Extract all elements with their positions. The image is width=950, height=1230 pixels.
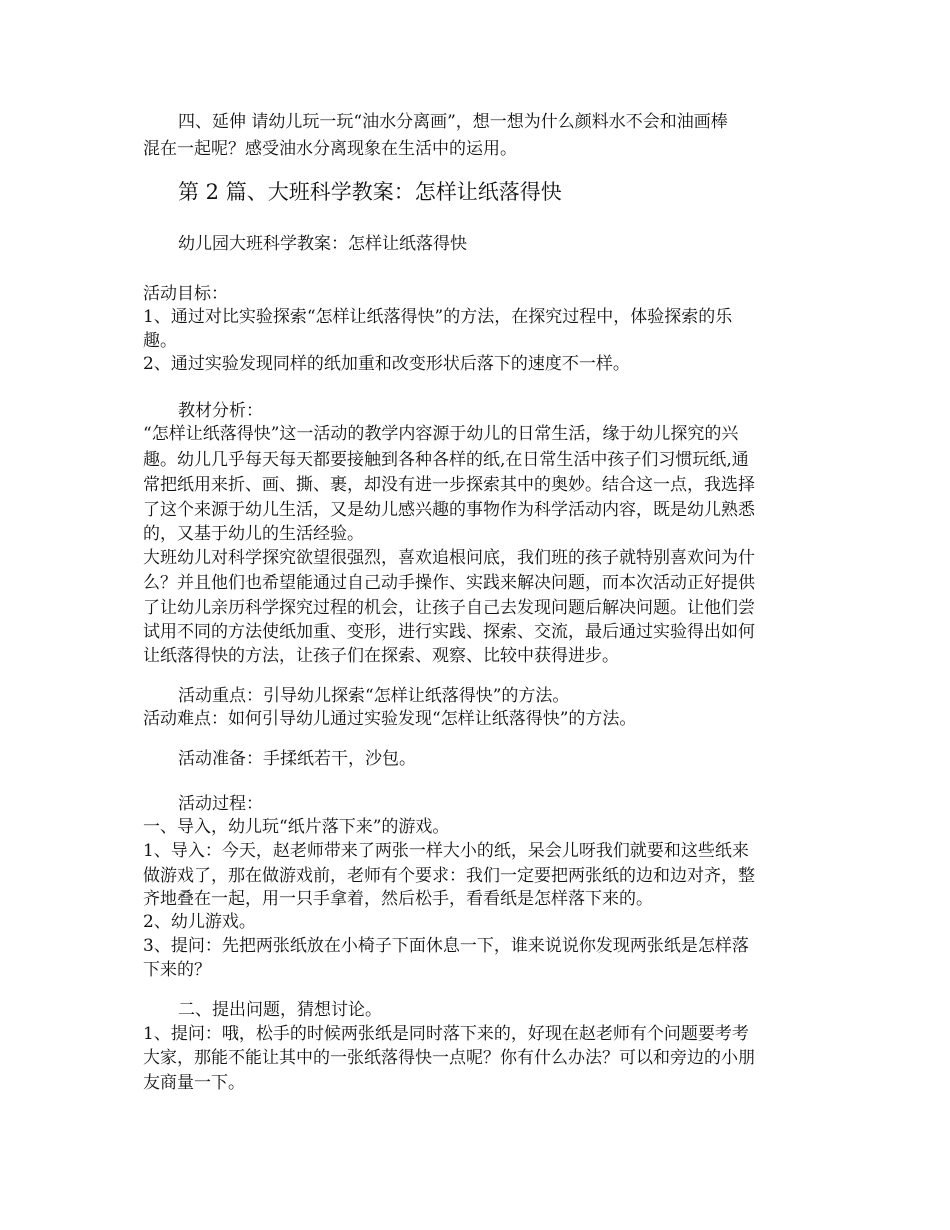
analysis-p1-line4: 了这个来源于幼儿生活，又是幼儿感兴趣的事物作为科学活动内容，既是幼儿熟悉 bbox=[143, 500, 755, 520]
preparation: 活动准备：手揉纸若干，沙包。 bbox=[178, 749, 416, 769]
step-1-3-line1: 3、提问：先把两张纸放在小椅子下面休息一下，谁来说说你发现两张纸是怎样落 bbox=[143, 936, 749, 956]
step-2-1-line2: 大家，那能不能让其中的一张纸落得快一点呢？你有什么办法？可以和旁边的小朋 bbox=[143, 1048, 755, 1068]
analysis-p1-line1: “怎样让纸落得快”这一活动的教学内容源于幼儿的日常生活，缘于幼儿探究的兴 bbox=[143, 424, 739, 444]
step-1-heading: 一、导入，幼儿玩“纸片落下来”的游戏。 bbox=[143, 817, 450, 837]
goal-1-line2: 趣。 bbox=[143, 331, 177, 351]
step-1-3-line2: 下来的？ bbox=[143, 960, 211, 980]
document-subtitle: 幼儿园大班科学教案：怎样让纸落得快 bbox=[178, 234, 467, 254]
analysis-p1-line5: 的，又基于幼儿的生活经验。 bbox=[143, 524, 364, 544]
step-2-heading: 二、提出问题，猜想讨论。 bbox=[178, 1000, 382, 1020]
step-1-1-line2: 做游戏了，那在做游戏前，老师有个要求：我们一定要把两张纸的边和边对齐，整 bbox=[143, 866, 755, 886]
goals-heading: 活动目标： bbox=[143, 284, 228, 304]
analysis-p2-line1: 大班幼儿对科学探究欲望很强烈，喜欢追根问底，我们班的孩子就特别喜欢问为什 bbox=[143, 548, 755, 568]
analysis-p2-line4: 试用不同的方法使纸加重、变形，进行实践、探索、交流，最后通过实验得出如何 bbox=[143, 622, 755, 642]
chapter-title: 第 2 篇、大班科学教案：怎样让纸落得快 bbox=[178, 180, 562, 204]
step-2-1-line1: 1、提问：哦，松手的时候两张纸是同时落下来的，好现在赵老师有个问题要考考 bbox=[143, 1024, 749, 1044]
section4-text-line1: 四、延伸 请幼儿玩一玩“油水分离画”，想一想为什么颜料水不会和油画棒 bbox=[178, 112, 728, 132]
analysis-p2-line5: 让纸落得快的方法，让孩子们在探索、观察、比较中获得进步。 bbox=[143, 646, 619, 666]
analysis-p1-line2: 趣。幼儿几乎每天每天都要接触到各种各样的纸,在日常生活中孩子们习惯玩纸,通 bbox=[143, 450, 749, 470]
goal-2: 2、通过实验发现同样的纸加重和改变形状后落下的速度不一样。 bbox=[143, 354, 630, 374]
process-heading: 活动过程： bbox=[178, 794, 263, 814]
section4-text-line2: 混在一起呢？感受油水分离现象在生活中的运用。 bbox=[143, 139, 517, 159]
difficulty: 活动难点：如何引导幼儿通过实验发现“怎样让纸落得快”的方法。 bbox=[143, 709, 637, 729]
step-1-1-line3: 齐地叠在一起，用一只手拿着，然后松手，看看纸是怎样落下来的。 bbox=[143, 889, 653, 909]
goal-1-line1: 1、通过对比实验探索“怎样让纸落得快”的方法，在探究过程中，体验探索的乐 bbox=[143, 307, 733, 327]
step-1-1-line1: 1、导入：今天，赵老师带来了两张一样大小的纸，呆会儿呀我们就要和这些纸来 bbox=[143, 841, 749, 861]
analysis-p2-line3: 了让幼儿亲历科学探究过程的机会，让孩子自己去发现问题后解决问题。让他们尝 bbox=[143, 598, 755, 618]
analysis-heading: 教材分析： bbox=[178, 401, 263, 421]
analysis-p2-line2: 么？并且他们也希望能通过自己动手操作、实践来解决问题，而本次活动正好提供 bbox=[143, 573, 755, 593]
step-1-2: 2、幼儿游戏。 bbox=[143, 912, 256, 932]
key-point: 活动重点：引导幼儿探索“怎样让纸落得快”的方法。 bbox=[178, 686, 570, 706]
analysis-p1-line3: 常把纸用来折、画、撕、裹，却没有进一步探索其中的奥妙。结合这一点，我选择 bbox=[143, 475, 755, 495]
step-2-1-line3: 友商量一下。 bbox=[143, 1073, 245, 1093]
